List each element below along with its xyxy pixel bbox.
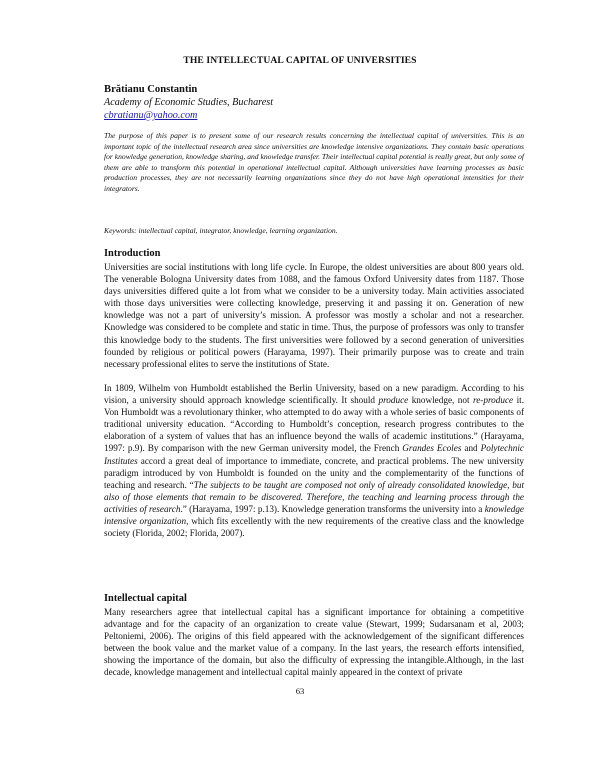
author-email-link[interactable]: cbratianu@yahoo.com bbox=[104, 110, 198, 121]
emphasis: Grandes Ecoles bbox=[402, 443, 462, 454]
text-run: accord a great deal of importance to immediate, concrete, and practical problems. The new university paradigm introduced by von Humboldt is founded on the unity and the complementarity of the functions of teaching and research. “ bbox=[104, 455, 524, 490]
author-affiliation: Academy of Economic Studies, Bucharest bbox=[104, 97, 274, 108]
intro-paragraph-2 bbox=[104, 382, 524, 539]
author-name: Brătianu Constantin bbox=[104, 84, 198, 95]
text-run: , which fits excellently with the new requirements of the creative class and the knowledge society (Florida, 2002; Florida, 2007). bbox=[104, 516, 525, 539]
text-run: .” (Harayama, 1997: p.13). Knowledge generation transforms the university into a bbox=[180, 503, 485, 514]
text-run: knowledge, not bbox=[408, 395, 473, 406]
keywords: Keywords: intellectual capital, integrator, knowledge, learning organization. bbox=[104, 226, 338, 235]
text-run: it. Von Humboldt was a revolutionary thinker, who attempted to do away with a whole series of basic components of traditional university education. “According to Humboldt’s conception, research progress contributes to the elaboration of a system of values that has an influence beyond the walls of academic institutions.” (Harayama, 1997: p.9). By comparison with the new German university model, the French bbox=[104, 395, 524, 454]
intro-paragraph-1: Universities are social institutions with long life cycle. In Europe, the oldest universities are about 800 years old. The venerable Bologna University dates from 1088, and the famous Oxford University dates from 1187. Those days universities differed quite a lot from what we consider to be a university today. Main activities associated with those days universities were collecting knowledge, preserving it and passing it on. Generation of new knowledge was not a part of university’s mission. A professor was mostly a scholar and not a researcher. Knowledge was considered to be complete and static in time. Thus, the purpose of professors was only to transfer this knowledge body to the students. The first universities were followed by a second generation of universities founded by religious or political powers (Harayama, 1997). Their primarily purpose was to create and train necessary professional elites to serve the institutions of State. bbox=[104, 262, 524, 369]
emphasis: Polytechnic Institutes bbox=[104, 443, 525, 466]
paper-title: THE INTELLECTUAL CAPITAL OF UNIVERSITIES bbox=[183, 55, 417, 66]
section-heading-intellectual-capital: Intellectual capital bbox=[104, 593, 187, 604]
emphasis: The subjects to be taught are composed not only of already consolidated knowledge, but also of those elements that remain to be discovered. Therefore, the teaching and learning process through the activities of research bbox=[104, 479, 524, 514]
section-heading-introduction: Introduction bbox=[104, 248, 161, 259]
page-number: 63 bbox=[295, 686, 305, 696]
emphasis: re-produce bbox=[472, 395, 514, 406]
emphasis: produce bbox=[378, 395, 409, 406]
emphasis: knowledge intensive organization bbox=[104, 503, 524, 527]
abstract: The purpose of this paper is to present some of our research results concerning the intellectual capital of universities. This is an important topic of the intellectual research area since universities are knowledge intensive organizations. They contain basic operations for knowledge generation, knowledge sharing, and knowledge transfer. Their intellectual capital potential is really great, but only some of them are able to transform this potential in operational intellectual capital. Although universities have learning processes as basic production processes, they are not necessarily learning organizations since they do not have high operational intensities for their integrators. bbox=[104, 131, 524, 193]
text-run: and bbox=[461, 443, 481, 454]
text-run: In 1809, Wilhelm von Humboldt established the Berlin University, based on a new paradigm. According to his vision, a university should approach knowledge scientifically. It should bbox=[104, 383, 524, 406]
intellectual-capital-paragraph-1: Many researchers agree that intellectual capital has a significant importance for obtaining a competitive advantage and for the capacity of an organization to create value (Stewart, 1999; Sudarsanam et al, 2003; Peltoniemi, 2006). The origins of this field appeared with the acknowledgement of the significant differences between the book value and the market value of a company. In the last years, the research efforts intensified, showing the importance of the domain, but also the difficulty of expressing the intangible.Although, in the last decade, knowledge management and intellectual capital mainly appeared in the context of private bbox=[104, 607, 524, 678]
